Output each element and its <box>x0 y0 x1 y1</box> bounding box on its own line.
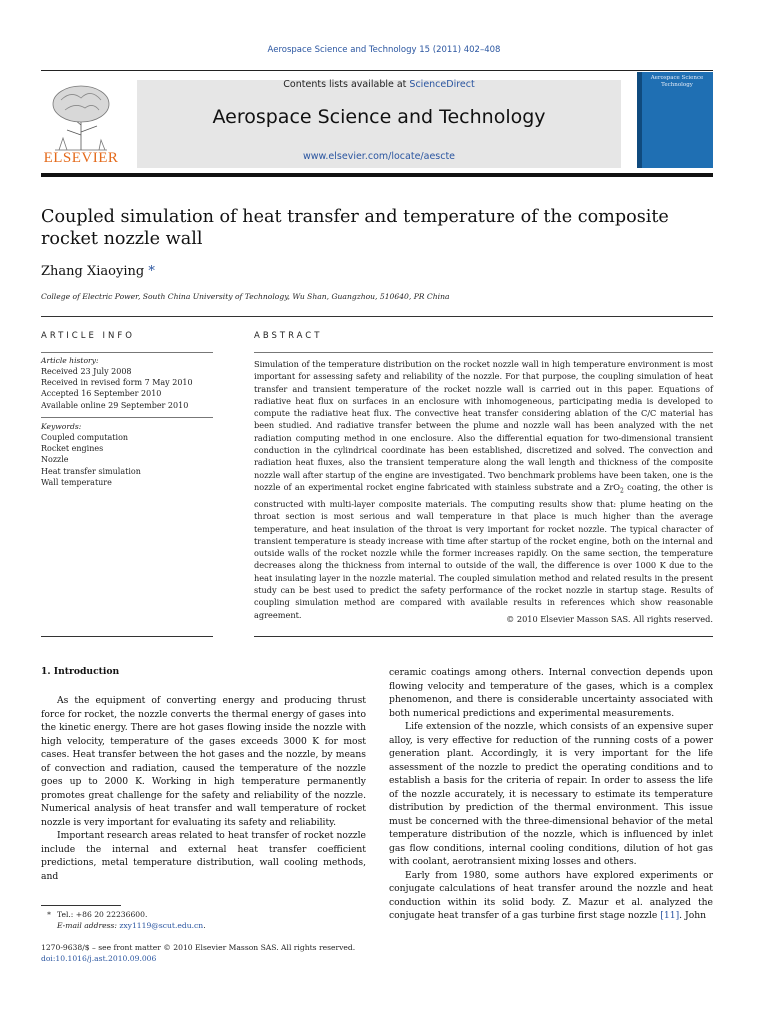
journal-title: Aerospace Science and Technology <box>212 106 546 128</box>
paragraph: Important research areas related to heat transfer of rocket nozzle include the internal and external heat transfer coefficient predictions, metal temperature distribution, wall cooling methods, and <box>41 830 366 882</box>
front-matter-notice <box>41 942 441 964</box>
keyword-item: Nozzle <box>41 455 69 465</box>
cover-title: Aerospace Science Technology <box>650 75 704 88</box>
doi-link[interactable]: doi:10.1016/j.ast.2010.09.006 <box>41 954 157 963</box>
history-item: Received in revised form 7 May 2010 <box>41 378 193 388</box>
abstract-rule <box>254 352 713 353</box>
article-history-label: Article history: <box>41 356 99 365</box>
author-footnote <box>41 909 371 931</box>
footnote-email-line <box>41 920 371 931</box>
footnote-mark: * <box>47 910 51 919</box>
publisher-logo-text: ELSEVIER <box>43 150 119 166</box>
paragraph-text-end: . John <box>679 910 707 921</box>
section-heading-introduction: 1. Introduction <box>41 666 120 677</box>
author-affiliation: College of Electric Power, South China University of Technology, Wu Shan, Guangzhou, 510640, PR China <box>41 292 450 301</box>
body-right-column <box>389 666 713 923</box>
article-info-heading: ARTICLE INFO <box>41 331 135 341</box>
paragraph: As the equipment of converting energy and producing thrust force for rocket, the nozzle converts the thermal energy of gases into the kinetic energy. There are hot gases flowing inside the nozzle with high velocity, temperature of the gases exceeds 3000 K for most cases. Heat transfer between the hot gases and the nozzle, by means of convection and radiation, caused the temperature of the nozzle goes up to 2000 K. Working in high temperature permanently promotes great challenge for the safety and reliability of the nozzle. Numerical analysis of heat transfer and wall temperature of rocket nozzle is very important for evaluating its safety and reliability. <box>41 695 366 828</box>
abstract-body <box>254 358 713 621</box>
keywords-label: Keywords: <box>41 422 82 431</box>
article-title: Coupled simulation of heat transfer and temperature of the composite rocket nozzle wall <box>41 207 669 249</box>
contents-availability-line <box>137 79 621 90</box>
history-item: Available online 29 September 2010 <box>41 400 189 410</box>
paragraph: ceramic coatings among others. Internal convection depends upon flowing velocity and temperature of the gases, which is a complex phenomenon, and there is considerable uncertainty associated with both numerical predictions and experimental measurements. <box>389 667 713 719</box>
journal-reference[interactable]: Aerospace Science and Technology 15 (2011) 402–408 <box>267 45 501 55</box>
paragraph <box>389 869 713 923</box>
contents-prefix: Contents lists available at <box>283 79 410 90</box>
author-line <box>41 264 155 279</box>
info-bottom-rule <box>41 636 213 637</box>
paragraph: Life extension of the nozzle, which consists of an expensive super alloy, is very effective for reduction of the running costs of a power generation plant. Accordingly, it is very important for the life assessment of the nozzle to predict the operating conditions and to establish a basis for the criteria of repair. In order to assess the life of the nozzle accurately, it is necessary to estimate its temperature distribution by prediction of the thermal environment. This issue must be concerned with the three-dimensional behavior of the metal temperature distribution of the nozzle, which is influenced by inlet gas flow conditions, internal cooling conditions, dilution of hot gas with coolant, aerotransient mixing losses and others. <box>389 721 713 867</box>
keyword-item: Heat transfer simulation <box>41 466 141 476</box>
abstract-copyright: © 2010 Elsevier Masson SAS. All rights reserved. <box>506 614 713 624</box>
journal-cover-thumbnail <box>637 72 713 168</box>
history-item: Accepted 16 September 2010 <box>41 389 162 399</box>
keyword-item: Wall temperature <box>41 477 112 487</box>
keyword-item: Coupled computation <box>41 433 129 442</box>
keywords-list <box>41 432 213 488</box>
keyword-item: Rocket engines <box>41 444 104 454</box>
header-top-rule <box>41 70 713 71</box>
cover-spine <box>637 72 642 168</box>
header-thick-rule <box>41 173 713 177</box>
author-name: Zhang Xiaoying <box>41 264 145 279</box>
history-item: Received 23 July 2008 <box>41 367 132 376</box>
body-left-column <box>41 694 366 883</box>
keywords-rule <box>41 417 213 418</box>
abstract-heading: ABSTRACT <box>254 331 323 341</box>
issn-line: 1270-9638/$ – see front matter © 2010 Elsevier Masson SAS. All rights reserved. <box>41 943 356 952</box>
abstract-subscript: 2 <box>620 487 624 495</box>
paragraph-text: Early from 1980, some authors have explored experiments or conjugate calculations of heat transfer around the nozzle and heat conduction within its solid body. Z. Mazur et al. analyzed the conjugate heat transfer of a gas turbine first stage nozzle <box>389 869 713 921</box>
title-block-rule <box>41 316 713 317</box>
footnote-email-end: . <box>203 921 206 930</box>
footnote-tel: Tel.: +86 20 22236600. <box>57 910 148 919</box>
author-email-link[interactable]: zxy1119@scut.edu.cn <box>119 921 204 930</box>
sciencedirect-link[interactable]: ScienceDirect <box>409 79 475 90</box>
abstract-bottom-rule <box>254 636 713 637</box>
footnote-email-label: E-mail address: <box>57 921 120 930</box>
abstract-text-part1: Simulation of the temperature distribution on the rocket nozzle wall in high temperature environment is most important for assessing safety and reliability of the nozzle. For that purpose, the coupling simulation of heat transfer and transient temperature of the rocket nozzle wall is carried out in this paper. Equations of radiative heat flux on surfaces in an enclosure with inhomogeneous, participating media is developed to compute the radiative heat flux. The convective heat transfer considering ablation of the C/C material has been studied. And radiative transfer between the plume and nozzle wall has been analyzed with the net radiation computing method in one enclosure. Also the differential equation for two-dimensional transient conduction in the cylindrical coordinate has been established, discretized and solved. The convection and radiation heat fluxes, also the transient temperature along the wall length and thickness of the composite nozzle wall after startup of the engine are investigated. Two benchmark problems have been taken, one is the nozzle of an experimental rocket engine fabricated with stainless substrate and a ZrO <box>254 359 713 492</box>
journal-url-link[interactable]: www.elsevier.com/locate/aescte <box>302 151 456 162</box>
article-info-rule <box>41 352 213 353</box>
footnote-tel-line <box>41 909 371 920</box>
author-footnote-link[interactable]: * <box>148 264 155 279</box>
footnote-rule <box>41 905 121 906</box>
citation-link[interactable]: [11] <box>660 910 680 921</box>
article-history-list <box>41 366 213 411</box>
abstract-text-part2: coating, the other is constructed with multi-layer composite materials. The computing results show that: plume heating on the throat section is most serious and wall temperature in that place is much higher than the average temperature, and heat insulation of the throat is very important for rocket nozzle. The typical character of transient temperature is steady increase with time after startup of the rocket engine, both on the internal and outside walls of the rocket nozzle while the former increases rapidly. On the same section, the temperature decreases along the thickness from internal to outside of the wall, the difference is over 1000 K due to the heat insulating layer in the nozzle material. The coupled simulation method and related results in the present study can be best used to predict the safety performance of the rocket nozzle in startup stage. Results of coupling simulation method are compared with available results in references which show reasonable agreement. <box>254 481 713 620</box>
